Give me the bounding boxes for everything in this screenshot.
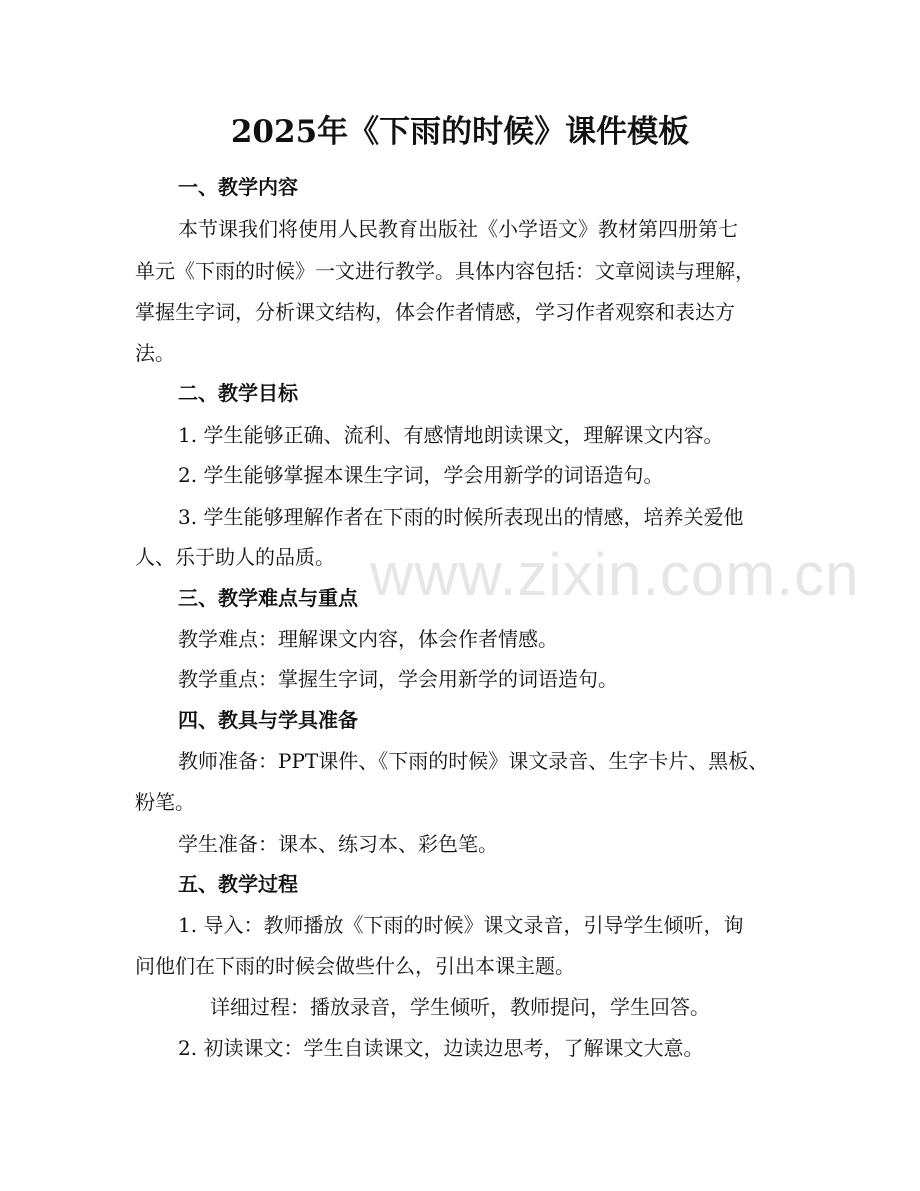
- section-heading-goals: 二、教学目标: [178, 381, 298, 405]
- section-heading-process: 五、教学过程: [178, 872, 298, 896]
- paragraph-line: 教师准备：PPT课件、《下雨的时候》课文录音、生字卡片、黑板、: [178, 749, 769, 773]
- watermark: [370, 540, 859, 609]
- watermark-text: www.zixin.com.cn: [370, 541, 860, 608]
- list-item: 2. 学生能够掌握本课生字词，学会用新学的词语造句。: [178, 463, 664, 487]
- paragraph-line: 教学重点：掌握生字词，学会用新学的词语造句。: [178, 667, 618, 691]
- paragraph-line: 掌握生字词，分析课文结构，体会作者情感，学习作者观察和表达方: [135, 300, 735, 324]
- paragraph-line: 本节课我们将使用人民教育出版社《小学语文》教材第四册第七: [178, 217, 738, 241]
- document-title: 2025年《下雨的时候》课件模板: [230, 114, 690, 150]
- section-heading-difficulties: 三、教学难点与重点: [178, 586, 358, 610]
- list-item-continuation: 问他们在下雨的时候会做些什么，引出本课主题。: [135, 954, 575, 978]
- detail-line: 详细过程：播放录音，学生倾听，教师提问，学生回答。: [210, 995, 710, 1019]
- paragraph-line: 法。: [135, 341, 175, 365]
- paragraph-line: 教学难点：理解课文内容，体会作者情感。: [178, 627, 558, 651]
- list-item: 2. 初读课文：学生自读课文，边读边思考，了解课文大意。: [178, 1036, 704, 1060]
- section-heading-content: 一、教学内容: [178, 175, 298, 199]
- list-item: 1. 导入：教师播放《下雨的时候》课文录音，引导学生倾听，询: [178, 913, 744, 937]
- paragraph-line: 粉笔。: [135, 790, 195, 814]
- section-heading-materials: 四、教具与学具准备: [178, 708, 358, 732]
- list-item: 3. 学生能够理解作者在下雨的时候所表现出的情感，培养关爱他: [178, 505, 744, 529]
- paragraph-line: 单元《下雨的时候》一文进行教学。具体内容包括：文章阅读与理解，: [135, 259, 755, 283]
- paragraph-line: 学生准备：课本、练习本、彩色笔。: [178, 832, 498, 856]
- list-item: 1. 学生能够正确、流利、有感情地朗读课文，理解课文内容。: [178, 423, 724, 447]
- list-item-continuation: 人、乐于助人的品质。: [135, 545, 335, 569]
